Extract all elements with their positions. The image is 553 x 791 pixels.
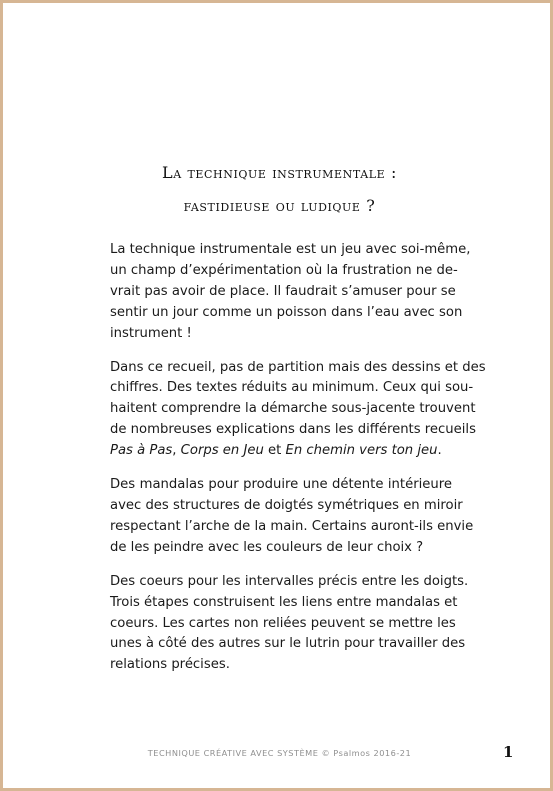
books-separator: , [172,443,181,459]
paragraph-line: respectant l’arche de la main. Certains auront-ils envie [110,518,474,534]
paragraph-3 [110,475,474,559]
paragraph-line: Trois étapes construisent les liens entre mandalas et [110,594,458,610]
paragraph-line: sentir un jour comme un poisson dans l’eau avec son [110,304,463,320]
paragraph-line: chiffres. Des textes réduits au minimum. Ceux qui sou- [110,380,474,396]
paragraph-line: coeurs. Les cartes non reliées peuvent se mettre les [110,615,456,631]
book-title-corps-en-jeu: Corps en Jeu [180,443,264,459]
book-title-en-chemin: En chemin vers ton jeu [285,443,438,459]
paragraph-line: de les peindre avec les couleurs de leur choix ? [110,539,424,555]
books-line [110,441,452,462]
page-footer: TECHNIQUE CRÉATIVE AVEC SYSTÈME © Psalmos 2016-21 [147,748,412,758]
books-end: . [437,443,442,459]
books-separator: et [263,443,286,459]
paragraph-line: Dans ce recueil, pas de partition mais des dessins et des [110,359,486,375]
paragraph-1 [110,240,471,345]
paragraph-line: relations précises. [110,657,230,673]
paragraph-line: haitent comprendre la démarche sous-jacente trouvent [110,401,476,417]
paragraph-line: unes à côté des autres sur le lutrin pour travailler des [110,636,466,652]
book-title-pas-a-pas: Pas à Pas [110,443,173,459]
title-line-1: La technique instrumentale : [161,163,397,182]
paragraph-line: un champ d’expérimentation où la frustration ne de- [110,262,458,278]
paragraph-4 [110,572,469,677]
paragraph-line: Des coeurs pour les intervalles précis entre les doigts. [110,573,469,589]
title-line-2: fastidieuse ou ludique ? [183,196,376,215]
body-text [110,240,486,689]
paragraph-line: Des mandalas pour produire une détente intérieure [110,477,452,493]
paragraph-2 [110,358,486,463]
paragraph-line: vrait pas avoir de place. Il faudrait s’amuser pour se [110,283,456,299]
paragraph-line: avec des structures de doigtés symétriques en miroir [110,497,463,513]
paragraph-line: de nombreuses explications dans les différents recueils [110,422,476,438]
paragraph-line: instrument ! [110,325,192,341]
paragraph-line: La technique instrumentale est un jeu avec soi-même, [110,242,471,257]
page-number: 1 [503,743,514,761]
